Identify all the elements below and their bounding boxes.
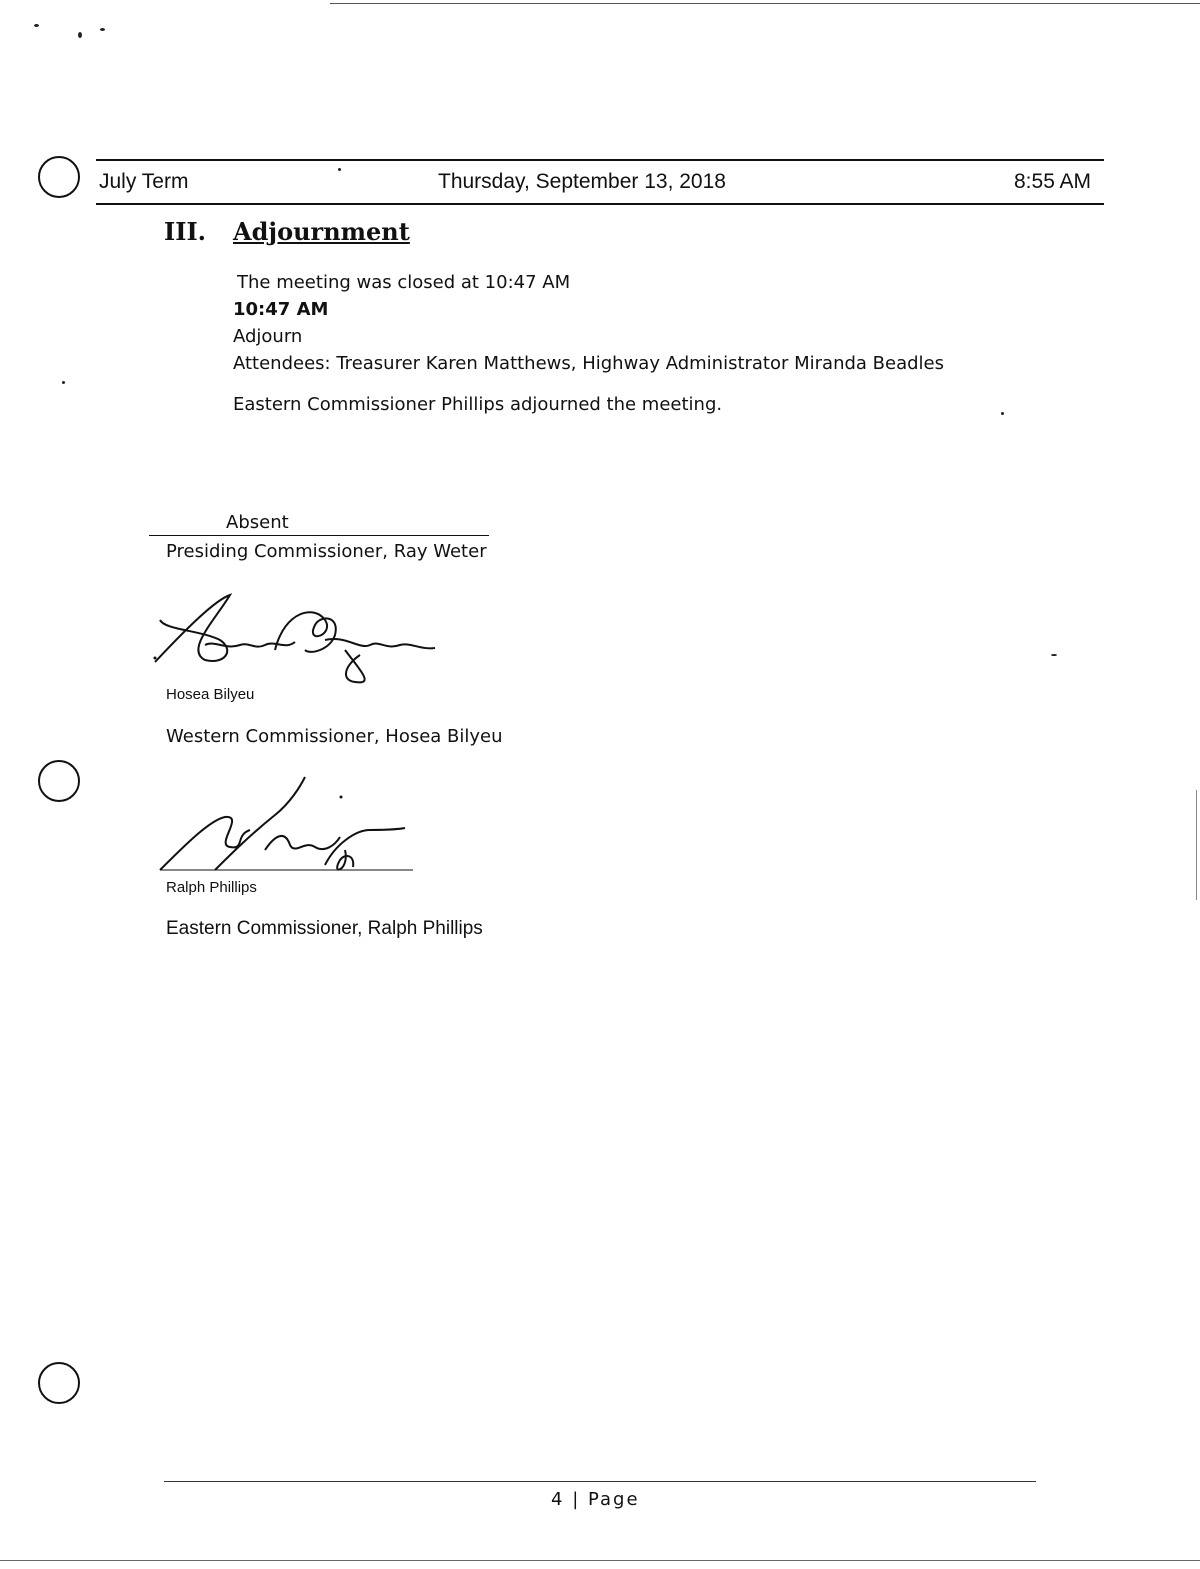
header-time: 8:55 AM xyxy=(1014,170,1092,193)
scan-speck xyxy=(34,24,39,27)
presiding-title: Presiding Commissioner, Ray Weter xyxy=(166,541,487,562)
scan-speck xyxy=(1051,654,1057,656)
page-label: | Page xyxy=(572,1489,640,1510)
header-date: Thursday, September 13, 2018 xyxy=(438,170,726,193)
presiding-status: Absent xyxy=(226,512,289,533)
action-label: Adjourn xyxy=(233,326,303,347)
section-title: Adjournment xyxy=(233,217,410,246)
closing-statement: The meeting was closed at 10:47 AM xyxy=(237,272,571,293)
scan-speck xyxy=(100,28,105,31)
eastern-title: Eastern Commissioner, Ralph Phillips xyxy=(166,918,483,939)
scan-speck xyxy=(78,32,82,38)
page-number: 4 xyxy=(551,1489,565,1510)
western-title: Western Commissioner, Hosea Bilyeu xyxy=(166,726,503,747)
scan-speck xyxy=(1001,412,1004,415)
right-scan-edge xyxy=(1196,790,1197,900)
binder-hole-icon xyxy=(38,1362,80,1404)
western-signature-icon xyxy=(145,590,445,690)
closing-time: 10:47 AM xyxy=(233,299,329,320)
bottom-scan-edge xyxy=(0,1560,1200,1561)
binder-hole-icon xyxy=(38,760,80,802)
scan-speck xyxy=(338,168,341,171)
top-scan-edge xyxy=(330,3,1200,4)
page-footer xyxy=(551,1489,640,1510)
adjourned-by-line: Eastern Commissioner Phillips adjourned the meeting. xyxy=(233,394,723,415)
scan-speck xyxy=(62,381,65,384)
attendees-line: Attendees: Treasurer Karen Matthews, Highway Administrator Miranda Beadles xyxy=(233,353,945,374)
header-term: July Term xyxy=(99,170,189,193)
section-number: III. xyxy=(164,217,207,246)
footer-rule xyxy=(164,1481,1036,1482)
eastern-signer-name: Ralph Phillips xyxy=(166,879,257,896)
header-bottom-rule xyxy=(96,203,1104,205)
binder-hole-icon xyxy=(38,156,80,198)
header-top-rule xyxy=(96,159,1104,161)
presiding-signature-line xyxy=(149,535,489,536)
eastern-signature-icon xyxy=(155,775,420,885)
western-signer-name: Hosea Bilyeu xyxy=(166,686,255,703)
